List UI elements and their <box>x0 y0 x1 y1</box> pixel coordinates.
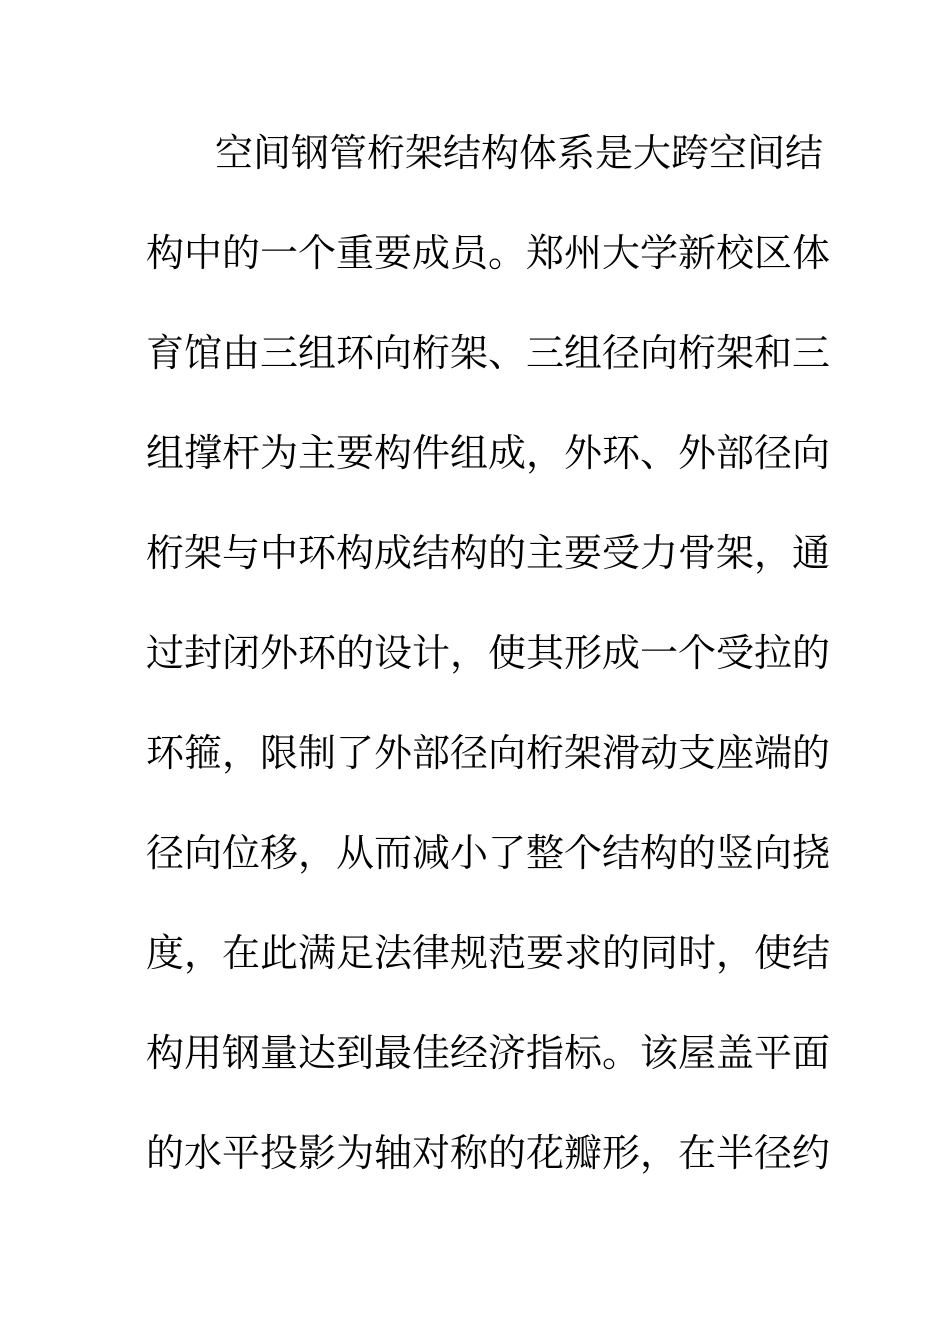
paragraph-line-1: 空间钢管桁架结构体系是大跨空间结 <box>215 131 824 175</box>
body-paragraph <box>146 124 831 1224</box>
paragraph-line-8: 径向位移，从而减小了整个结构的竖向挠 <box>146 831 831 875</box>
paragraph-line-3: 育馆由三组环向桁架、三组径向桁架和三 <box>146 331 831 375</box>
paragraph-line-4: 组撑杆为主要构件组成，外环、外部径向 <box>146 431 831 475</box>
paragraph-line-2: 构中的一个重要成员。郑州大学新校区体 <box>146 231 831 275</box>
paragraph-line-11: 的水平投影为轴对称的花瓣形，在半径约 <box>146 1131 831 1175</box>
paragraph-line-6: 过封闭外环的设计，使其形成一个受拉的 <box>146 631 831 675</box>
paragraph-line-9: 度，在此满足法律规范要求的同时，使结 <box>146 931 831 975</box>
paragraph-line-10: 构用钢量达到最佳经济指标。该屋盖平面 <box>146 1031 831 1075</box>
paragraph-line-7: 环箍，限制了外部径向桁架滑动支座端的 <box>146 731 831 775</box>
paragraph-line-5: 桁架与中环构成结构的主要受力骨架，通 <box>146 531 831 575</box>
